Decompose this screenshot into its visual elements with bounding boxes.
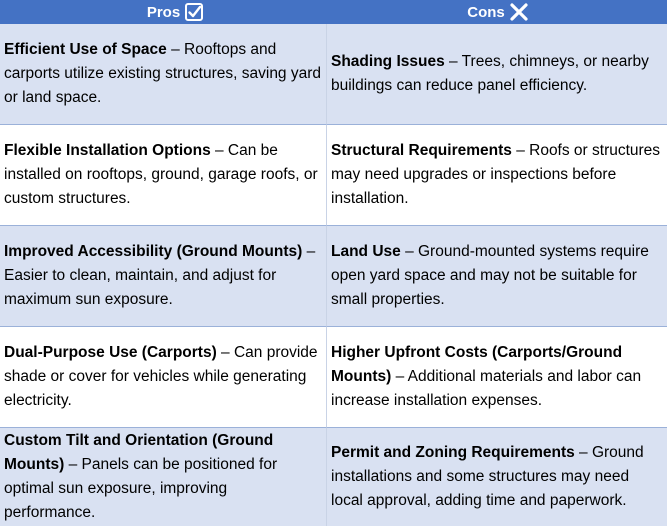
cons-header-label: Cons bbox=[467, 3, 505, 21]
pro-text: – Can be installed on rooftops, ground, garage roofs, or custom structures. bbox=[4, 142, 318, 207]
x-icon bbox=[509, 2, 529, 22]
con-text: – Trees, chimneys, or nearby buildings can reduce panel efficiency. bbox=[331, 53, 649, 94]
pros-header bbox=[0, 0, 327, 24]
pro-text: – Can provide shade or cover for vehicles while generating electricity. bbox=[4, 344, 318, 409]
con-title: Higher Upfront Costs (Carports/Ground Mounts) bbox=[331, 344, 623, 385]
con-text: – Ground-mounted systems require open yard space and may not be suitable for small properties. bbox=[331, 243, 649, 308]
con-text: – Roofs or structures may need upgrades or inspections before installation. bbox=[331, 142, 661, 207]
con-title: Shading Issues bbox=[331, 53, 445, 70]
pro-title: Efficient Use of Space bbox=[4, 41, 167, 58]
pro-title: Flexible Installation Options bbox=[4, 142, 211, 159]
pro-text: – Easier to clean, maintain, and adjust for maximum sun exposure. bbox=[4, 243, 316, 308]
pro-text: – Rooftops and carports utilize existing structures, saving yard or land space. bbox=[4, 41, 322, 106]
cons-header bbox=[327, 0, 667, 24]
pro-title: Improved Accessibility (Ground Mounts) bbox=[4, 243, 303, 260]
pro-cell bbox=[0, 327, 327, 428]
con-text: – Additional materials and labor can increase installation expenses. bbox=[331, 368, 642, 409]
pro-cell bbox=[0, 226, 327, 327]
pro-cell bbox=[0, 125, 327, 226]
con-cell bbox=[327, 428, 667, 526]
pro-cell bbox=[0, 428, 327, 526]
pros-header-label: Pros bbox=[146, 3, 181, 21]
con-title: Land Use bbox=[331, 243, 401, 260]
con-title: Permit and Zoning Requirements bbox=[331, 444, 575, 461]
con-cell bbox=[327, 226, 667, 327]
pro-text: – Panels can be positioned for optimal sun exposure, improving performance. bbox=[4, 456, 278, 521]
con-title: Structural Requirements bbox=[331, 142, 512, 159]
con-cell bbox=[327, 125, 667, 226]
checkbox-icon bbox=[184, 2, 204, 22]
pro-cell bbox=[0, 24, 327, 125]
con-cell bbox=[327, 24, 667, 125]
con-text: – Ground installations and some structures may need local approval, adding time and paperwork. bbox=[331, 444, 644, 509]
con-cell bbox=[327, 327, 667, 428]
pro-title: Custom Tilt and Orientation (Ground Mounts) bbox=[4, 432, 274, 473]
pro-title: Dual-Purpose Use (Carports) bbox=[4, 344, 217, 361]
